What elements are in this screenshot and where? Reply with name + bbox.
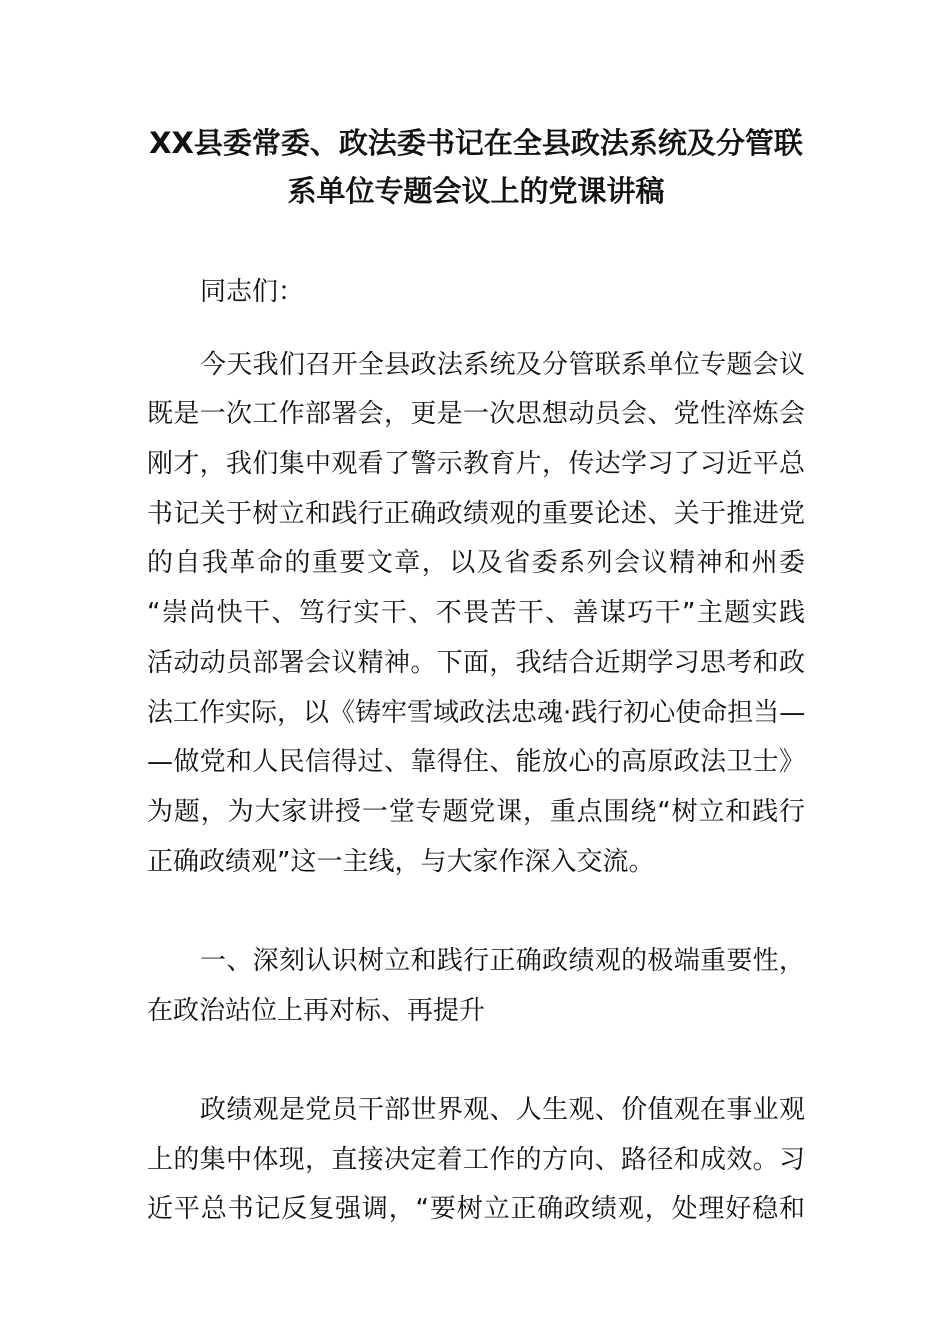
document-page [147, 119, 805, 1235]
paragraph-line: 法工作实际，以《铸牢雪域政法忠魂·践行初心使命担当— [147, 697, 806, 728]
section-paragraph [147, 1086, 805, 1235]
paragraph-line: 今天我们召开全县政法系统及分管联系单位专题会议 [200, 349, 805, 380]
heading-line: 一、深刻认识树立和践行正确政绩观的极端重要性， [200, 945, 805, 976]
title-line: 系单位专题会议上的党课讲稿 [287, 174, 665, 208]
paragraph-line: 近平总书记反复强调，“要树立正确政绩观，处理好稳和 [147, 1194, 805, 1225]
title-line: XX县委常委、政法委书记在全县政法系统及分管联 [149, 126, 803, 160]
salutation: 同志们： [200, 277, 305, 307]
paragraph-line: 政绩观是党员干部世界观、人生观、价值观在事业观 [200, 1095, 805, 1125]
paragraph-line: 正确政绩观”这一主线，与大家作深入交流。 [147, 846, 655, 877]
section-heading [147, 937, 805, 1036]
paragraph-line: 的自我革命的重要文章，以及省委系列会议精神和州委 [147, 548, 805, 579]
document-title [147, 119, 805, 215]
paragraph-line: 既是一次工作部署会，更是一次思想动员会、党性淬炼会 [147, 399, 805, 430]
paragraph-line: 书记关于树立和践行正确政绩观的重要论述、关于推进党 [147, 498, 805, 529]
paragraph-line: 上的集中体现，直接决定着工作的方向、路径和成效。习 [147, 1144, 805, 1175]
paragraph-line: —做党和人民信得过、靠得住、能放心的高原政法卫士》 [147, 747, 805, 778]
heading-line: 在政治站位上再对标、再提升 [147, 995, 486, 1026]
intro-paragraph [147, 341, 805, 888]
paragraph-line: 刚才，我们集中观看了警示教育片，传达学习了习近平总 [147, 449, 805, 480]
paragraph-line: 活动动员部署会议精神。下面，我结合近期学习思考和政 [147, 647, 805, 678]
paragraph-line: 为题，为大家讲授一堂专题党课，重点围绕“树立和践行 [147, 796, 805, 827]
paragraph-line: “崇尚快干、笃行实干、不畏苦干、善谋巧干”主题实践 [147, 598, 805, 629]
